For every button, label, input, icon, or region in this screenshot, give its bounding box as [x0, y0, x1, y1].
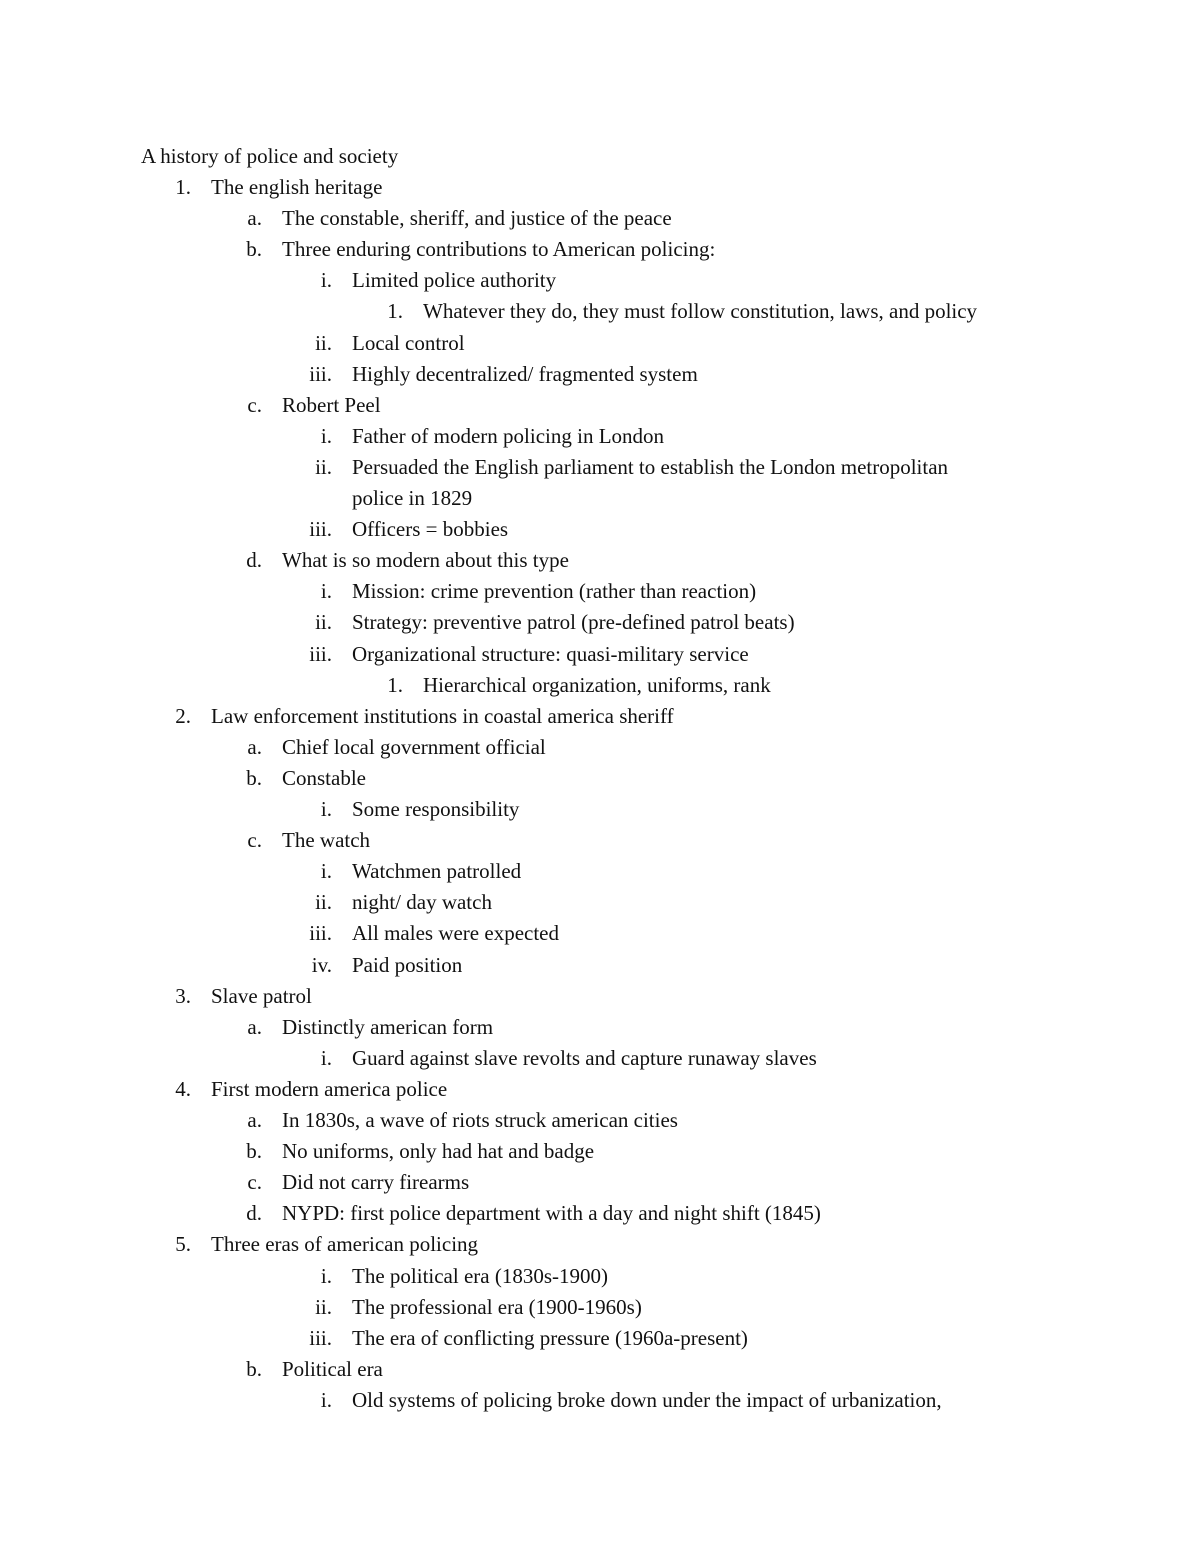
- outline-text: Three enduring contributions to American policing:: [282, 237, 716, 262]
- outline-marker: ii.: [315, 610, 332, 635]
- outline-item: [0, 1198, 1200, 1229]
- outline-text: In 1830s, a wave of riots struck american cities: [282, 1108, 678, 1132]
- outline-text: Constable: [282, 765, 366, 790]
- outline-item: [0, 639, 1200, 670]
- outline-item: [0, 421, 1200, 452]
- outline-text: The constable, sheriff, and justice of the peace: [282, 206, 672, 231]
- outline-marker: iii.: [309, 921, 332, 946]
- outline-marker: d.: [246, 1201, 262, 1226]
- outline-marker: a.: [247, 1108, 262, 1132]
- outline-text: The era of conflicting pressure (1960a-present): [352, 1325, 748, 1350]
- outline-item: [0, 328, 1200, 359]
- outline-text: The political era (1830s-1900): [352, 1263, 608, 1288]
- outline-text: What is so modern about this type: [282, 548, 569, 573]
- outline-marker: iii.: [309, 361, 332, 386]
- outline-text: All males were expected: [352, 921, 559, 946]
- outline-text: Political era: [282, 1356, 383, 1381]
- outline-marker: 4.: [175, 1076, 191, 1101]
- outline-item: [0, 607, 1200, 638]
- outline-marker: c.: [247, 392, 262, 417]
- outline-marker: 2.: [175, 703, 191, 728]
- outline-item: [0, 452, 1200, 483]
- outline-marker: a.: [247, 206, 262, 231]
- outline-item: [0, 1074, 1200, 1105]
- outline-marker: 1.: [175, 175, 191, 199]
- outline-text: Highly decentralized/ fragmented system: [352, 361, 698, 386]
- outline-text: NYPD: first police department with a day and night shift (1845): [282, 1201, 821, 1226]
- outline-marker: a.: [247, 734, 262, 759]
- outline-marker: i.: [320, 579, 332, 604]
- outline-marker: i.: [320, 1387, 332, 1412]
- outline-text: The english heritage: [211, 175, 383, 199]
- outline-item: [0, 950, 1200, 981]
- outline-text: Limited police authority: [352, 268, 557, 293]
- outline-marker: i.: [320, 859, 332, 884]
- outline-item: [0, 1043, 1200, 1074]
- outline-text: Persuaded the English parliament to establish the London metropolitan: [352, 454, 949, 479]
- outline-text: The watch: [282, 828, 371, 853]
- outline-item: [0, 1136, 1200, 1167]
- outline-item: [0, 1012, 1200, 1043]
- outline-marker: b.: [246, 237, 262, 262]
- outline-marker: d.: [246, 548, 262, 573]
- outline-text: Father of modern policing in London: [352, 423, 665, 448]
- outline-text: Law enforcement institutions in coastal america sheriff: [211, 703, 674, 728]
- outline-marker: b.: [246, 1356, 262, 1381]
- outline-item: [0, 856, 1200, 887]
- outline-item: [0, 1292, 1200, 1323]
- outline-item: [0, 1323, 1200, 1354]
- outline-item: [0, 1105, 1200, 1136]
- outline-text: Did not carry firearms: [282, 1170, 470, 1195]
- outline-item: [0, 1385, 1200, 1416]
- outline-marker: ii.: [315, 1294, 332, 1319]
- outline-text: First modern america police: [211, 1076, 448, 1101]
- outline-marker: 1.: [387, 672, 403, 697]
- outline-item: [0, 1167, 1200, 1198]
- outline-item: [0, 390, 1200, 421]
- outline-item: [0, 265, 1200, 296]
- outline-text: Robert Peel: [282, 392, 381, 417]
- outline-text: No uniforms, only had hat and badge: [282, 1139, 595, 1164]
- outline-marker: iii.: [309, 517, 332, 542]
- outline-marker: iv.: [311, 952, 332, 977]
- outline-text: Paid position: [352, 952, 463, 977]
- outline-item: [0, 203, 1200, 234]
- outline-text: Organizational structure: quasi-military service: [352, 641, 749, 666]
- outline-marker: ii.: [315, 454, 332, 479]
- outline-marker: a.: [247, 1014, 262, 1039]
- outline-text: Watchmen patrolled: [352, 859, 522, 884]
- outline-item: [0, 1229, 1200, 1260]
- outline-item: [0, 172, 1200, 203]
- outline-text: The professional era (1900-1960s): [352, 1294, 642, 1319]
- outline-item: [0, 514, 1200, 545]
- outline-marker: iii.: [309, 1325, 332, 1350]
- outline-marker: 1.: [387, 299, 403, 324]
- outline-item: [0, 359, 1200, 390]
- outline-text: Whatever they do, they must follow constitution, laws, and policy: [423, 299, 978, 324]
- outline-item: [0, 296, 1200, 327]
- outline-item: [0, 981, 1200, 1012]
- outline-item: [0, 794, 1200, 825]
- outline-marker: c.: [247, 1170, 262, 1195]
- outline-marker: i.: [320, 797, 332, 821]
- outline-item: [0, 670, 1200, 701]
- outline-item: [0, 732, 1200, 763]
- outline-item: [0, 918, 1200, 949]
- outline-marker: i.: [320, 268, 332, 293]
- outline-text: Some responsibility: [352, 797, 520, 821]
- outline-text: Officers = bobbies: [352, 517, 509, 542]
- outline-text: Slave patrol: [211, 983, 312, 1008]
- outline-marker: 3.: [175, 983, 191, 1008]
- outline-marker: b.: [246, 765, 262, 790]
- outline-item: [0, 1261, 1200, 1292]
- outline-item: [0, 576, 1200, 607]
- outline-text: Mission: crime prevention (rather than reaction): [352, 579, 757, 604]
- outline-item: [0, 887, 1200, 918]
- outline-item: [0, 701, 1200, 732]
- outline-marker: i.: [320, 1045, 332, 1070]
- outline-marker: iii.: [309, 641, 332, 666]
- outline-marker: ii.: [315, 890, 332, 915]
- outline-item: [0, 825, 1200, 856]
- outline-text: Three eras of american policing: [211, 1232, 479, 1257]
- outline-text: Strategy: preventive patrol (pre-defined patrol beats): [352, 610, 795, 635]
- outline-text: night/ day watch: [352, 890, 492, 915]
- outline-marker: ii.: [315, 330, 332, 355]
- outline-item: [0, 545, 1200, 576]
- outline-item: [0, 483, 1200, 514]
- outline-marker: i.: [320, 1263, 332, 1288]
- outline-marker: 5.: [175, 1232, 191, 1257]
- outline-text: Old systems of policing broke down under the impact of urbanization,: [352, 1387, 942, 1412]
- outline-text: Guard against slave revolts and capture runaway slaves: [352, 1045, 817, 1070]
- outline-text: Chief local government official: [282, 734, 546, 759]
- outline-text: Local control: [352, 330, 465, 355]
- outline-marker: b.: [246, 1139, 262, 1164]
- outline-item: [0, 763, 1200, 794]
- outline-text: Hierarchical organization, uniforms, rank: [423, 672, 771, 697]
- outline-item: [0, 1354, 1200, 1385]
- outline-marker: i.: [320, 423, 332, 448]
- outline-item: [0, 234, 1200, 265]
- outline-marker: c.: [247, 828, 262, 853]
- outline-text: Distinctly american form: [282, 1014, 494, 1039]
- document-title: A history of police and society: [141, 144, 399, 168]
- outline-text: police in 1829: [352, 486, 473, 510]
